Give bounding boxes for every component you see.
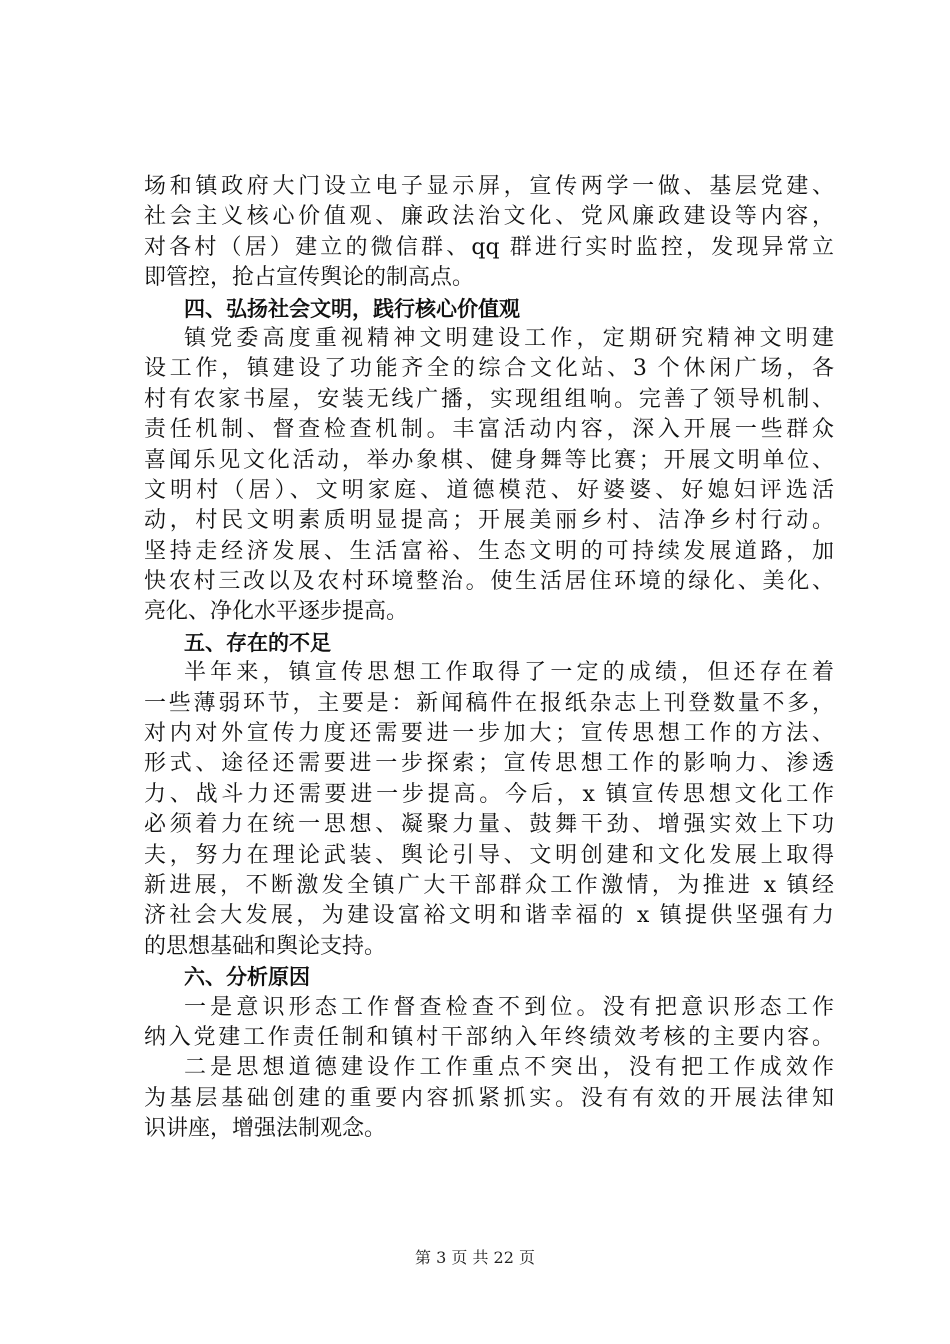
- section-heading-4: 四、弘扬社会文明，践行核心价值观: [184, 296, 520, 321]
- paragraph-start-line: 镇党委高度重视精神文明建设工作，定期研究精神文明建: [184, 325, 834, 351]
- body-line: 社会主义核心价值观、廉政法治文化、党风廉政建设等内容，: [144, 204, 834, 230]
- paragraph-start-line: 半年来，镇宣传思想工作取得了一定的成绩，但还存在着: [184, 660, 834, 686]
- body-line: 形式、途径还需要进一步探索；宣传思想工作的影响力、渗透: [144, 751, 834, 777]
- paragraph-start-line: 二是思想道德建设作工作重点不突出，没有把工作成效作: [184, 1055, 834, 1081]
- body-line: 纳入党建工作责任制和镇村干部纳入年终绩效考核的主要内容。: [144, 1024, 834, 1050]
- body-line: 喜闻乐见文化活动，举办象棋、健身舞等比赛；开展文明单位、: [144, 447, 834, 473]
- body-line: 对内对外宣传力度还需要进一步加大；宣传思想工作的方法、: [144, 721, 834, 747]
- body-line: 力、战斗力还需要进一步提高。今后，x 镇宣传思想文化工作: [144, 781, 834, 807]
- section-heading-6: 六、分析原因: [184, 965, 310, 990]
- body-line: 济社会大发展，为建设富裕文明和谐幸福的 x 镇提供坚强有力: [144, 903, 834, 929]
- body-line: 为基层基础创建的重要内容抓紧抓实。没有有效的开展法律知: [144, 1085, 834, 1111]
- body-line: 快农村三改以及农村环境整治。使生活居住环境的绿化、美化、: [144, 569, 834, 595]
- body-line: 新进展，不断激发全镇广大干部群众工作激情，为推进 x 镇经: [144, 872, 834, 898]
- body-line: 即管控，抢占宣传舆论的制高点。: [144, 265, 475, 291]
- body-line: 必须着力在统一思想、凝聚力量、鼓舞干劲、增强实效上下功: [144, 812, 834, 838]
- body-line: 亮化、净化水平逐步提高。: [144, 599, 409, 625]
- paragraph-start-line: 一是意识形态工作督查检查不到位。没有把意识形态工作: [184, 994, 834, 1020]
- body-line: 场和镇政府大门设立电子显示屏，宣传两学一做、基层党建、: [144, 174, 834, 199]
- body-line: 村有农家书屋，安装无线广播，实现组组响。完善了领导机制、: [144, 386, 834, 412]
- body-line: 文明村（居）、文明家庭、道德模范、好婆婆、好媳妇评选活: [144, 477, 834, 503]
- body-line: 识讲座，增强法制观念。: [144, 1116, 387, 1142]
- document-body: [144, 172, 834, 1145]
- body-line: 对各村（居）建立的微信群、qq 群进行实时监控，发现异常立: [144, 234, 834, 260]
- body-line: 坚持走经济发展、生活富裕、生态文明的可持续发展道路，加: [144, 538, 834, 564]
- body-line: 设工作，镇建设了功能齐全的综合文化站、3 个休闲广场，各: [144, 356, 834, 382]
- body-line: 一些薄弱环节，主要是：新闻稿件在报纸杂志上刊登数量不多，: [144, 690, 834, 716]
- page-number-footer: 第 3 页 共 22 页: [415, 1248, 535, 1267]
- body-line: 责任机制、督查检查机制。丰富活动内容，深入开展一些群众: [144, 417, 834, 443]
- section-heading-5: 五、存在的不足: [184, 630, 331, 655]
- body-line: 的思想基础和舆论支持。: [144, 933, 387, 959]
- body-line: 动，村民文明素质明显提高；开展美丽乡村、洁净乡村行动。: [144, 508, 834, 534]
- body-line: 夫，努力在理论武装、舆论引导、文明创建和文化发展上取得: [144, 842, 834, 868]
